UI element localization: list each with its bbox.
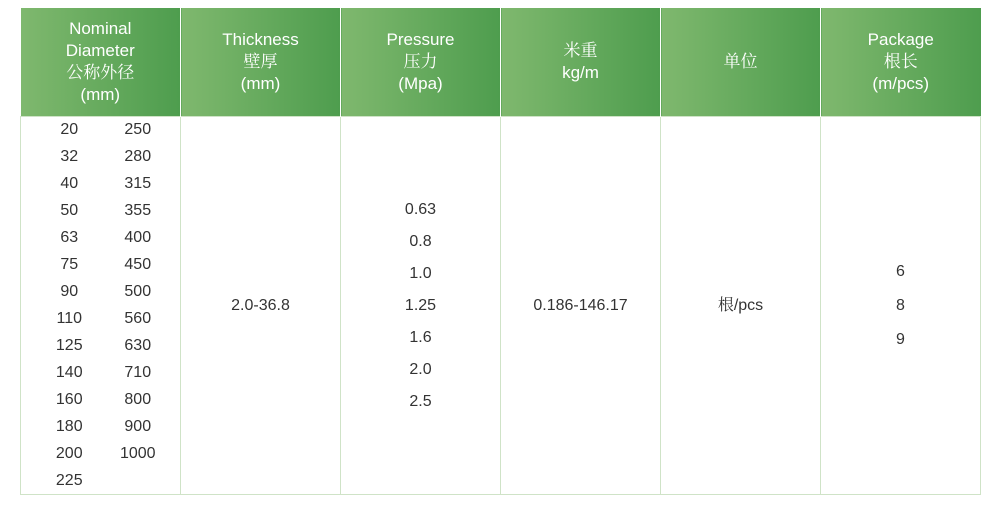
header-line: 米重: [563, 41, 598, 60]
package-value: 8: [896, 296, 905, 314]
nd-value: 180: [55, 418, 83, 435]
table-body: [21, 117, 981, 495]
pressure-value: 1.0: [409, 264, 432, 282]
unit-value: 根/pcs: [717, 296, 764, 314]
cell-pressure: [341, 117, 501, 495]
table-header-row: [21, 8, 981, 117]
nd-value: 125: [55, 337, 83, 354]
nd-value: 315: [124, 175, 152, 192]
nd-value: 280: [124, 148, 152, 165]
nd-value: 75: [60, 256, 79, 273]
cell-unit: [661, 117, 821, 495]
header-line: (mm): [80, 85, 121, 104]
nd-value: 630: [124, 337, 152, 354]
header-line: 根长: [883, 52, 918, 71]
nd-value: 900: [124, 418, 152, 435]
nd-value: 225: [55, 472, 83, 489]
header-line: 压力: [403, 52, 438, 71]
pressure-value: 2.5: [409, 392, 432, 410]
package-value: 9: [896, 330, 905, 348]
cell-package: [821, 117, 981, 495]
nd-value: 710: [124, 364, 152, 381]
column-header-package: [821, 8, 981, 117]
specification-table: [20, 8, 981, 495]
nd-value: 400: [124, 229, 152, 246]
nd-value: 1000: [119, 445, 156, 462]
nd-value: 50: [60, 202, 79, 219]
nd-value: 160: [55, 391, 83, 408]
header-line: (m/pcs): [872, 74, 930, 93]
nd-value: 800: [124, 391, 152, 408]
nd-value: 200: [55, 445, 83, 462]
header-line: Nominal: [69, 19, 132, 38]
nd-value: 20: [60, 121, 79, 138]
nd-value: 40: [60, 175, 79, 192]
pressure-value: 0.8: [409, 232, 432, 250]
package-value: 6: [896, 262, 905, 280]
nd-value: 250: [124, 121, 152, 138]
header-line: Package: [867, 30, 934, 49]
nd-value: 63: [60, 229, 79, 246]
header-line: Thickness: [222, 30, 299, 49]
cell-weight: [501, 117, 661, 495]
header-line: (Mpa): [398, 74, 443, 93]
nd-value: 450: [124, 256, 152, 273]
cell-thickness: [181, 117, 341, 495]
pressure-value: 1.25: [404, 296, 437, 314]
cell-nominal-diameter: [21, 117, 181, 495]
pressure-value: 0.63: [404, 200, 437, 218]
nd-value: 355: [124, 202, 152, 219]
pressure-value: 2.0: [409, 360, 432, 378]
table-row: [21, 117, 981, 495]
nd-value: 32: [60, 148, 79, 165]
nd-value: 500: [124, 283, 152, 300]
column-header-thickness: [181, 8, 341, 117]
nd-value: 560: [124, 310, 152, 327]
header-line: 公称外径: [66, 63, 135, 82]
nd-value: 140: [55, 364, 83, 381]
header-line: (mm): [240, 74, 281, 93]
nd-value: 110: [56, 310, 82, 327]
header-line: 壁厚: [243, 52, 278, 71]
thickness-value: 2.0-36.8: [231, 296, 290, 314]
header-line: Pressure: [386, 30, 455, 49]
pressure-list: [341, 194, 500, 418]
column-header-unit: [661, 8, 821, 117]
header-line: 单位: [723, 52, 758, 71]
nominal-diameter-grid: [21, 117, 180, 494]
header-line: kg/m: [562, 63, 599, 82]
pressure-value: 1.6: [409, 328, 432, 346]
nd-value: 90: [60, 283, 79, 300]
column-header-pressure: [341, 8, 501, 117]
table-header: [21, 8, 981, 117]
column-header-weight: [501, 8, 661, 117]
column-header-nominal-diameter: [21, 8, 181, 117]
weight-value: 0.186-146.17: [533, 296, 628, 314]
header-line: Diameter: [65, 41, 135, 60]
package-list: [821, 256, 980, 356]
